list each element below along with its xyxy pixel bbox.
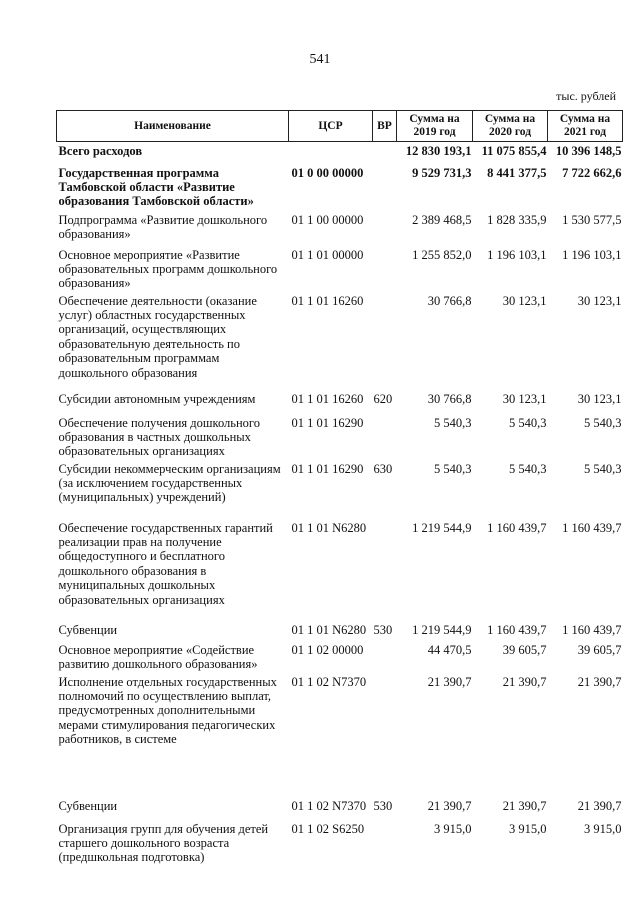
cell-s2019: 5 540,3 xyxy=(434,415,472,430)
table-row xyxy=(57,621,623,641)
cell-csr: 01 1 02 N7370 xyxy=(291,798,367,813)
table-row xyxy=(57,519,623,621)
header-sum-2019: Сумма на 2019 год xyxy=(397,111,473,142)
table-header xyxy=(57,111,623,142)
cell-s2021: 1 160 439,7 xyxy=(562,520,622,535)
table-row xyxy=(57,460,623,519)
cell-csr: 01 1 01 N6280 xyxy=(291,622,367,637)
expenditure-table xyxy=(56,110,623,880)
cell-name: Обеспечение деятельности (оказание услуг) областных государственных организаций, осуществляющих образовательную деятельность по образовательным программам дошкольного образования xyxy=(58,293,257,380)
cell-csr: 01 0 00 00000 xyxy=(291,165,364,180)
cell-s2020: 3 915,0 xyxy=(509,821,547,836)
cell-csr: 01 1 01 16260 xyxy=(291,391,364,406)
cell-csr: 01 1 01 16290 xyxy=(291,461,364,476)
cell-csr: 01 1 02 00000 xyxy=(291,642,364,657)
cell-name: Субвенции xyxy=(58,622,118,637)
cell-csr: 01 1 01 16260 xyxy=(291,293,364,308)
cell-s2020: 5 540,3 xyxy=(509,461,547,476)
cell-vr xyxy=(373,164,397,211)
header-csr: ЦСР xyxy=(289,111,373,142)
cell-name: Исполнение отдельных государственных полномочий по осуществлению выплат, предусмотренных дополнительными мерами стимулирования педагогических работников, в системе xyxy=(58,674,277,747)
cell-s2021: 30 123,1 xyxy=(577,293,622,308)
cell-name: Субвенции xyxy=(58,798,118,813)
cell-s2021: 21 390,7 xyxy=(577,674,622,689)
cell-s2020: 8 441 377,5 xyxy=(487,165,547,180)
table-row xyxy=(57,292,623,390)
cell-vr xyxy=(373,211,397,246)
cell-s2020: 21 390,7 xyxy=(502,798,547,813)
cell-vr xyxy=(373,246,397,292)
header-name: Наименование xyxy=(57,111,289,142)
cell-csr xyxy=(289,142,373,164)
cell-s2021: 10 396 148,5 xyxy=(555,144,622,158)
cell-s2019: 21 390,7 xyxy=(427,798,472,813)
cell-name: Субсидии некоммерческим организациям (за исключением государственных (муниципальных) учреждений) xyxy=(58,461,281,505)
table-row xyxy=(57,142,623,164)
cell-s2021: 30 123,1 xyxy=(577,391,622,406)
cell-s2021: 1 196 103,1 xyxy=(562,247,622,262)
header-sum-2021: Сумма на 2021 год xyxy=(548,111,623,142)
cell-name: Государственная программа Тамбовской области «Развитие образования Тамбовской области» xyxy=(58,165,254,209)
cell-vr: 530 xyxy=(373,622,393,637)
cell-vr xyxy=(373,673,397,797)
cell-name: Подпрограмма «Развитие дошкольного образования» xyxy=(58,212,268,241)
cell-s2021: 21 390,7 xyxy=(577,798,622,813)
cell-vr: 530 xyxy=(373,798,393,813)
cell-name: Субсидии автономным учреждениям xyxy=(58,391,256,406)
header-sum-2020: Сумма на 2020 год xyxy=(473,111,548,142)
cell-s2021: 7 722 662,6 xyxy=(562,165,622,180)
cell-vr xyxy=(373,414,397,460)
cell-s2021: 39 605,7 xyxy=(577,642,622,657)
cell-name: Основное мероприятие «Развитие образовательных программ дошкольного образования» xyxy=(58,247,278,291)
cell-csr: 01 1 01 00000 xyxy=(291,247,364,262)
header-vr: ВР xyxy=(373,111,397,142)
units-label: тыс. рублей xyxy=(556,89,616,103)
cell-s2021: 5 540,3 xyxy=(584,415,622,430)
cell-vr xyxy=(373,820,397,880)
cell-vr xyxy=(373,142,397,164)
cell-s2021: 1 530 577,5 xyxy=(562,212,622,227)
cell-s2021: 1 160 439,7 xyxy=(562,622,622,637)
cell-csr: 01 1 00 00000 xyxy=(291,212,364,227)
table-row xyxy=(57,414,623,460)
table-row xyxy=(57,641,623,673)
cell-name: Всего расходов xyxy=(58,144,143,158)
cell-s2020: 5 540,3 xyxy=(509,415,547,430)
cell-s2019: 5 540,3 xyxy=(434,461,472,476)
cell-s2019: 30 766,8 xyxy=(427,391,472,406)
cell-s2019: 21 390,7 xyxy=(427,674,472,689)
cell-s2019: 44 470,5 xyxy=(427,642,472,657)
cell-name: Организация групп для обучения детей старшего дошкольного возраста (предшкольная подготовка) xyxy=(58,821,269,865)
cell-vr xyxy=(373,292,397,390)
cell-s2019: 3 915,0 xyxy=(434,821,472,836)
cell-csr: 01 1 02 N7370 xyxy=(291,674,367,689)
cell-name: Обеспечение государственных гарантий реализации прав на получение общедоступного и бесплатного дошкольного образования в муниципальных дошкольных образовательных организациях xyxy=(58,520,273,607)
table-row xyxy=(57,246,623,292)
cell-vr xyxy=(373,641,397,673)
cell-s2021: 3 915,0 xyxy=(584,821,622,836)
table-body xyxy=(57,142,623,880)
table-row xyxy=(57,673,623,797)
cell-csr: 01 1 01 N6280 xyxy=(291,520,367,535)
cell-s2020: 39 605,7 xyxy=(502,642,547,657)
cell-vr: 620 xyxy=(373,391,393,406)
table-row xyxy=(57,211,623,246)
cell-csr: 01 1 02 S6250 xyxy=(291,821,365,836)
table-row xyxy=(57,390,623,414)
table-row xyxy=(57,820,623,880)
cell-s2020: 1 828 335,9 xyxy=(487,212,547,227)
cell-s2019: 2 389 468,5 xyxy=(412,212,472,227)
page-number: 541 xyxy=(309,52,331,67)
cell-s2019: 12 830 193,1 xyxy=(405,144,472,158)
table-row xyxy=(57,164,623,211)
cell-csr: 01 1 01 16290 xyxy=(291,415,364,430)
cell-vr: 630 xyxy=(373,461,393,476)
table-row xyxy=(57,797,623,820)
cell-s2021: 5 540,3 xyxy=(584,461,622,476)
cell-s2019: 1 255 852,0 xyxy=(412,247,472,262)
cell-s2020: 30 123,1 xyxy=(502,391,547,406)
cell-name: Основное мероприятие «Содействие развитию дошкольного образования» xyxy=(58,642,258,671)
cell-s2019: 1 219 544,9 xyxy=(412,520,472,535)
cell-s2020: 1 196 103,1 xyxy=(487,247,547,262)
cell-s2020: 1 160 439,7 xyxy=(487,520,547,535)
cell-s2020: 1 160 439,7 xyxy=(487,622,547,637)
cell-s2020: 21 390,7 xyxy=(502,674,547,689)
cell-s2020: 30 123,1 xyxy=(502,293,547,308)
cell-s2019: 1 219 544,9 xyxy=(412,622,472,637)
cell-name: Обеспечение получения дошкольного образования в частных дошкольных образовательных организациях xyxy=(58,415,260,459)
cell-s2019: 30 766,8 xyxy=(427,293,472,308)
cell-vr xyxy=(373,519,397,621)
cell-s2020: 11 075 855,4 xyxy=(481,144,547,158)
cell-s2019: 9 529 731,3 xyxy=(412,165,472,180)
